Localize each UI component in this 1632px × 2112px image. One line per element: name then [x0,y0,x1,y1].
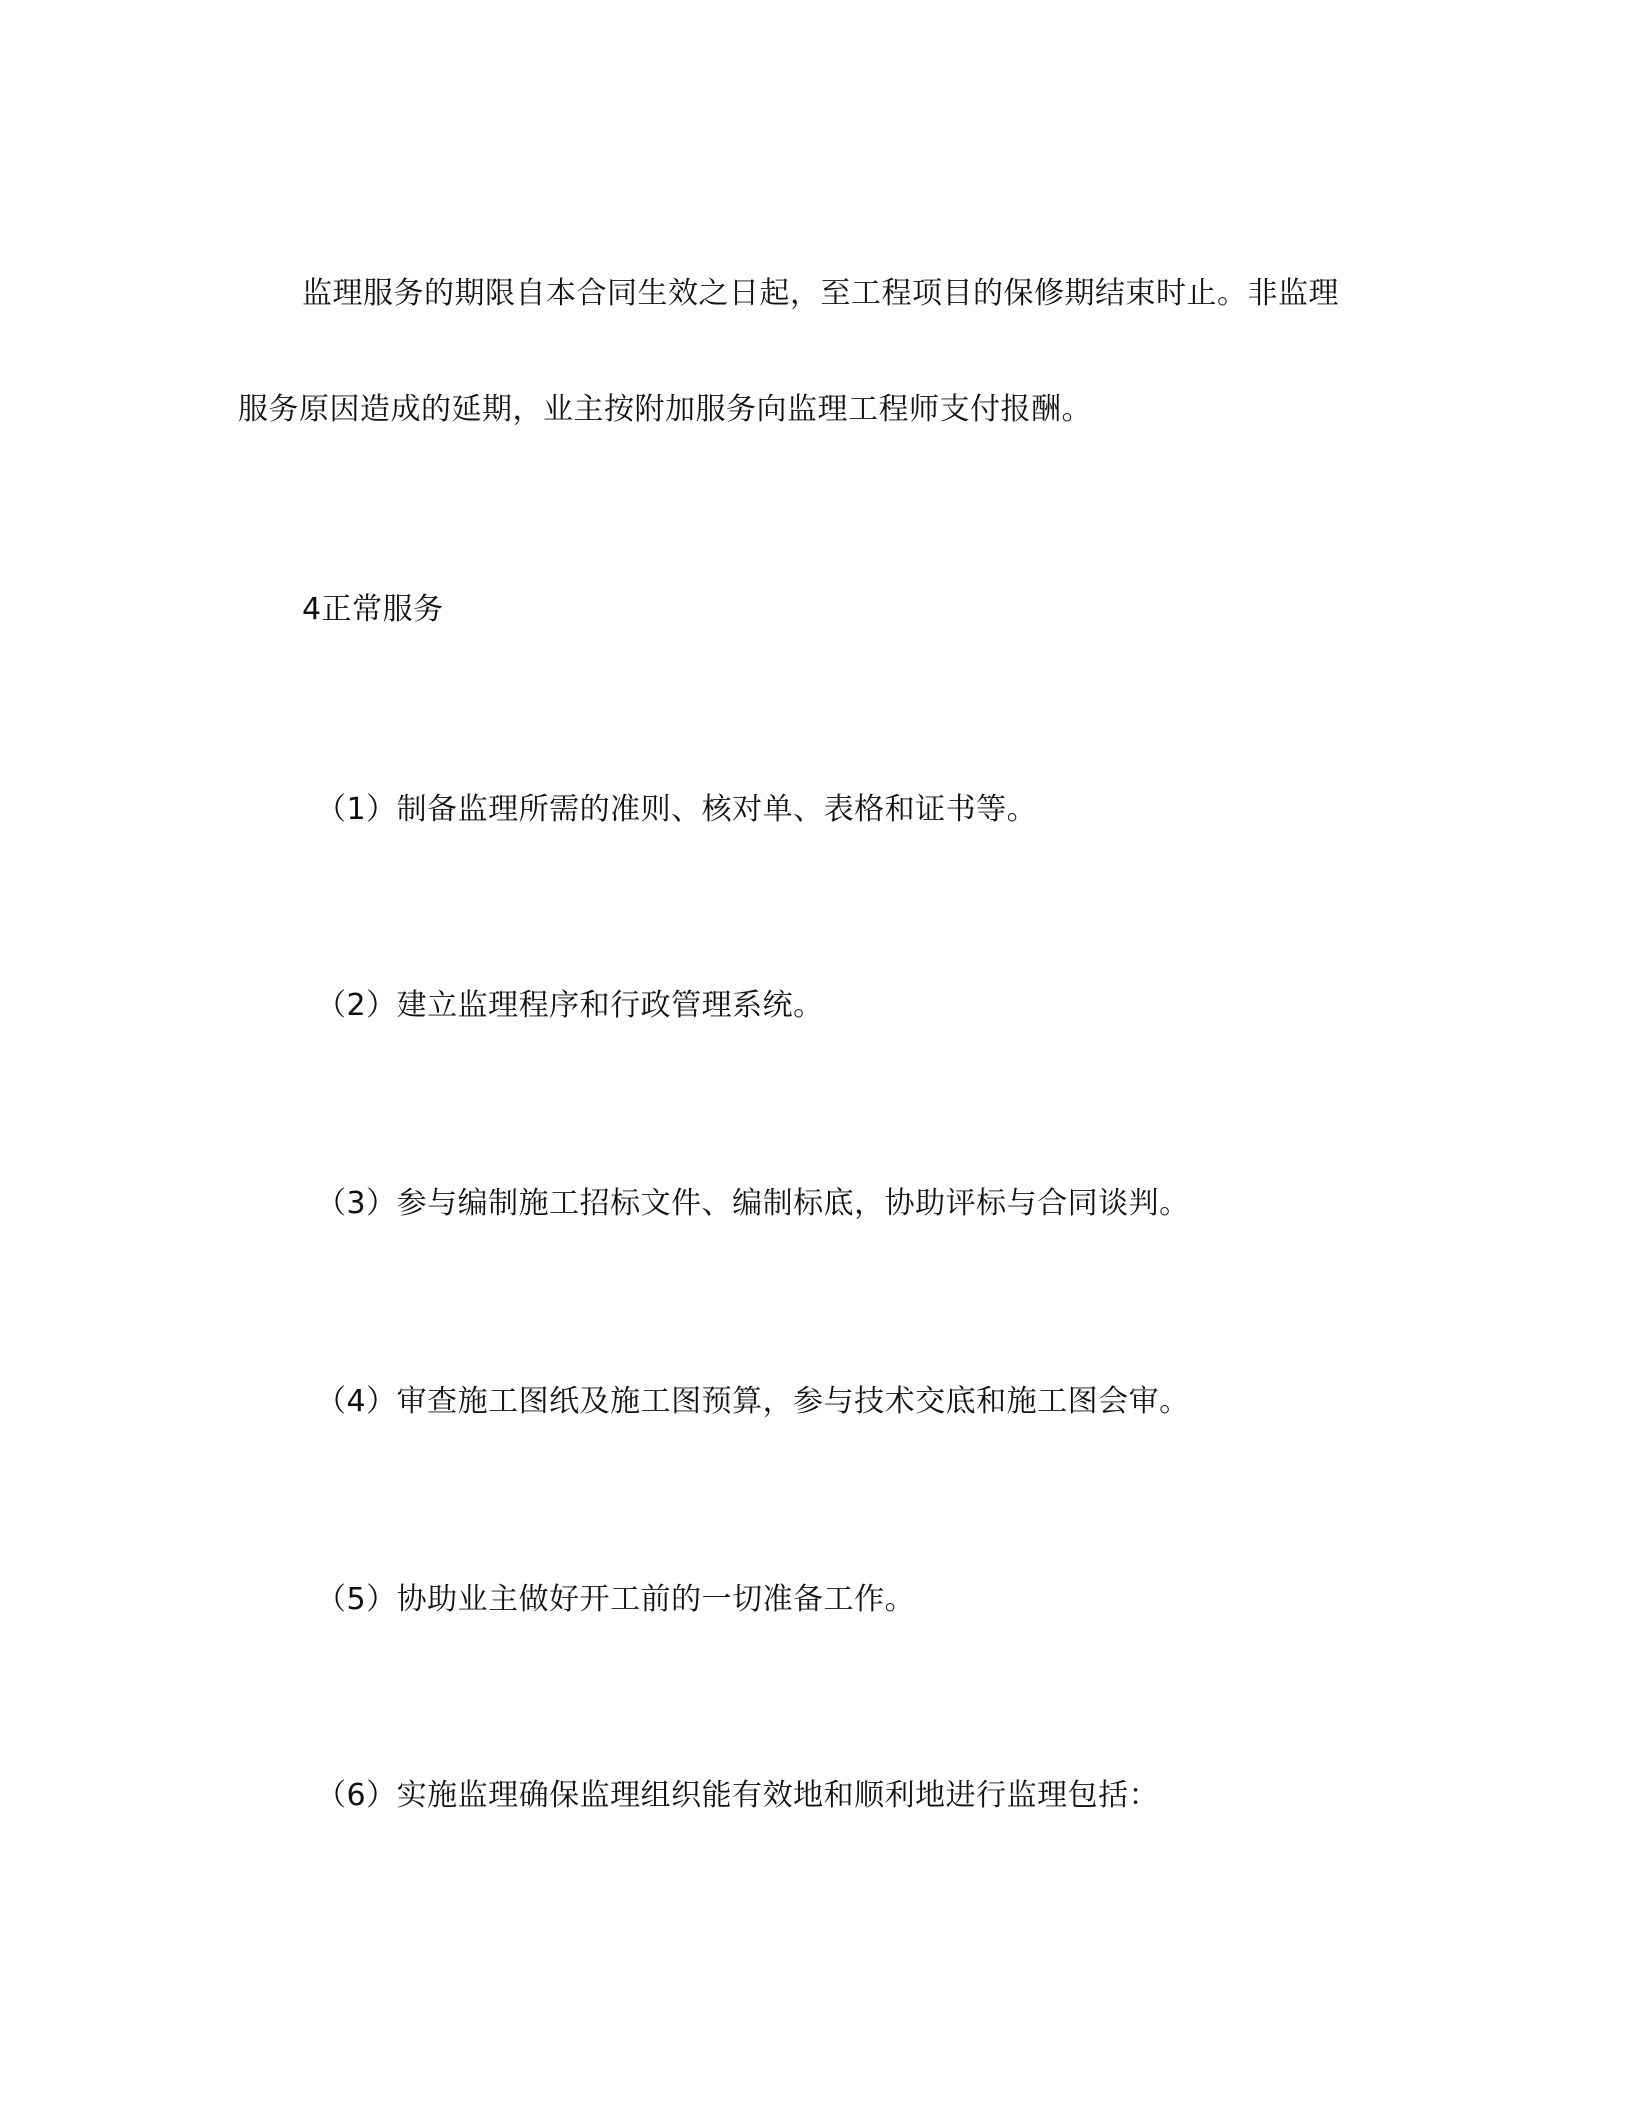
list-item: （2）建立监理程序和行政管理系统。 [316,988,824,1023]
section-heading: 4正常服务 [302,592,444,627]
list-item: （4）审查施工图纸及施工图预算，参与技术交底和施工图会审。 [316,1384,1190,1419]
list-item: （1）制备监理所需的准则、核对单、表格和证书等。 [316,792,1038,827]
paragraph-line: 服务原因造成的延期，业主按附加服务向监理工程师支付报酬。 [238,392,1092,427]
list-item: （3）参与编制施工招标文件、编制标底，协助评标与合同谈判。 [316,1186,1190,1221]
list-item: （6）实施监理确保监理组织能有效地和顺利地进行监理包括： [316,1778,1160,1813]
list-item: （5）协助业主做好开工前的一切准备工作。 [316,1582,916,1617]
paragraph-line: 监理服务的期限自本合同生效之日起，至工程项目的保修期结束时止。非监理 [302,276,1339,311]
